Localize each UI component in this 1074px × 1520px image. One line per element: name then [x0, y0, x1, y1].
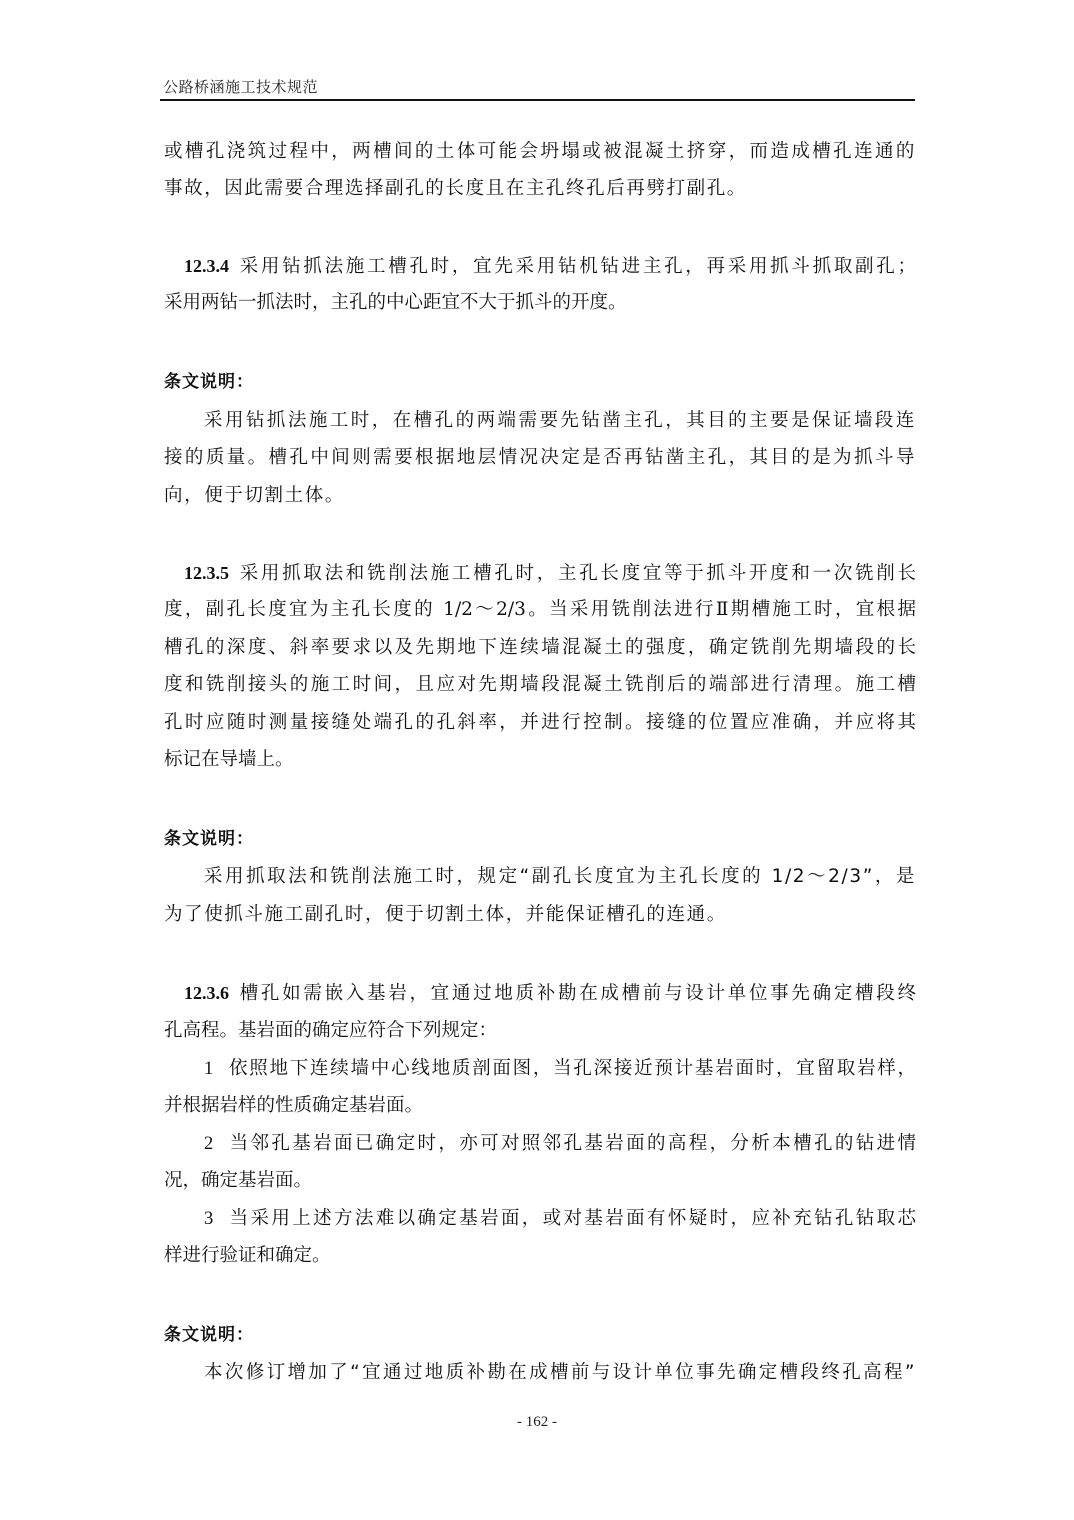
list-item-1: 1 依照地下连续墙中心线地质剖面图，当孔深接近预计基岩面时，宜留取岩样， — [204, 1058, 916, 1079]
clause-12-3-4-line: 12.3.4 采用钻抓法施工槽孔时，宜先采用钻机钻进主孔，再采用抓斗抓取副孔； — [184, 256, 916, 277]
running-header: 公路桥涵施工技术规范 — [163, 78, 319, 96]
clause-12-3-5-line: 度，副孔长度宜为主孔长度的 1/2～2/3。当采用铣削法进行Ⅱ期槽施工时，宜根据 — [164, 599, 916, 620]
clause-12-3-6-line: 孔高程。基岩面的确定应符合下列规定： — [164, 1020, 498, 1041]
clause-12-3-5-line: 度和铣削接头的施工时间，且应对先期墙段混凝土铣削后的端部进行清理。施工槽 — [164, 674, 916, 695]
note-title: 条文说明： — [164, 829, 254, 849]
body-line: 事故，因此需要合理选择副孔的长度且在主孔终孔后再劈打副孔。 — [164, 178, 747, 199]
note-line: 本次修订增加了“宜通过地质补勘在成槽前与设计单位事先确定槽段终孔高程” — [204, 1362, 916, 1383]
item-number: 2 — [204, 1134, 214, 1154]
clause-12-3-5-line: 槽孔的深度、斜率要求以及先期地下连续墙混凝土的强度，确定铣削先期墙段的长 — [164, 637, 916, 658]
clause-number: 12.3.6 — [184, 983, 229, 1003]
note-line: 为了使抓斗施工副孔时，便于切割土体，并能保证槽孔的连通。 — [164, 904, 727, 925]
note-line: 采用抓取法和铣削法施工时，规定“副孔长度宜为主孔长度的 1/2～2/3”，是 — [204, 866, 916, 887]
clause-12-3-5-line: 12.3.5 采用抓取法和铣削法施工槽孔时，主孔长度宜等于抓斗开度和一次铣削长 — [184, 563, 916, 584]
list-item-2-cont: 况，确定基岩面。 — [164, 1170, 313, 1191]
page-number: - 162 - — [517, 1414, 557, 1430]
clause-12-3-4-line: 采用两钻一抓法时，主孔的中心距宜不大于抓斗的开度。 — [164, 292, 627, 313]
item-number: 3 — [204, 1209, 214, 1229]
clause-number: 12.3.5 — [184, 563, 229, 583]
body-line: 或槽孔浇筑过程中，两槽间的土体可能会坍塌或被混凝土挤穿，而造成槽孔连通的 — [164, 141, 916, 162]
clause-12-3-6-line: 12.3.6 槽孔如需嵌入基岩，宜通过地质补勘在成槽前与设计单位事先确定槽段终 — [184, 983, 916, 1004]
list-item-3: 3 当采用上述方法难以确定基岩面，或对基岩面有怀疑时，应补充钻孔钻取芯 — [204, 1208, 916, 1229]
list-item-2: 2 当邻孔基岩面已确定时，亦可对照邻孔基岩面的高程，分析本槽孔的钻进情 — [204, 1133, 916, 1154]
note-title: 条文说明： — [164, 372, 254, 392]
note-line: 采用钻抓法施工时，在槽孔的两端需要先钻凿主孔，其目的主要是保证墙段连 — [204, 410, 916, 431]
note-line: 向，便于切割土体。 — [164, 485, 345, 506]
header-rule — [160, 99, 915, 101]
list-item-1-cont: 并根据岩样的性质确定基岩面。 — [164, 1095, 424, 1116]
clause-12-3-5-line: 孔时应随时测量接缝处端孔的孔斜率，并进行控制。接缝的位置应准确，并应将其 — [164, 712, 916, 733]
note-title: 条文说明： — [164, 1325, 254, 1345]
item-number: 1 — [204, 1059, 214, 1079]
note-line: 接的质量。槽孔中间则需要根据地层情况决定是否再钻凿主孔，其目的是为抓斗导 — [164, 447, 916, 468]
list-item-3-cont: 样进行验证和确定。 — [164, 1245, 331, 1266]
clause-number: 12.3.4 — [184, 256, 229, 276]
clause-12-3-5-line: 标记在导墙上。 — [164, 749, 294, 770]
